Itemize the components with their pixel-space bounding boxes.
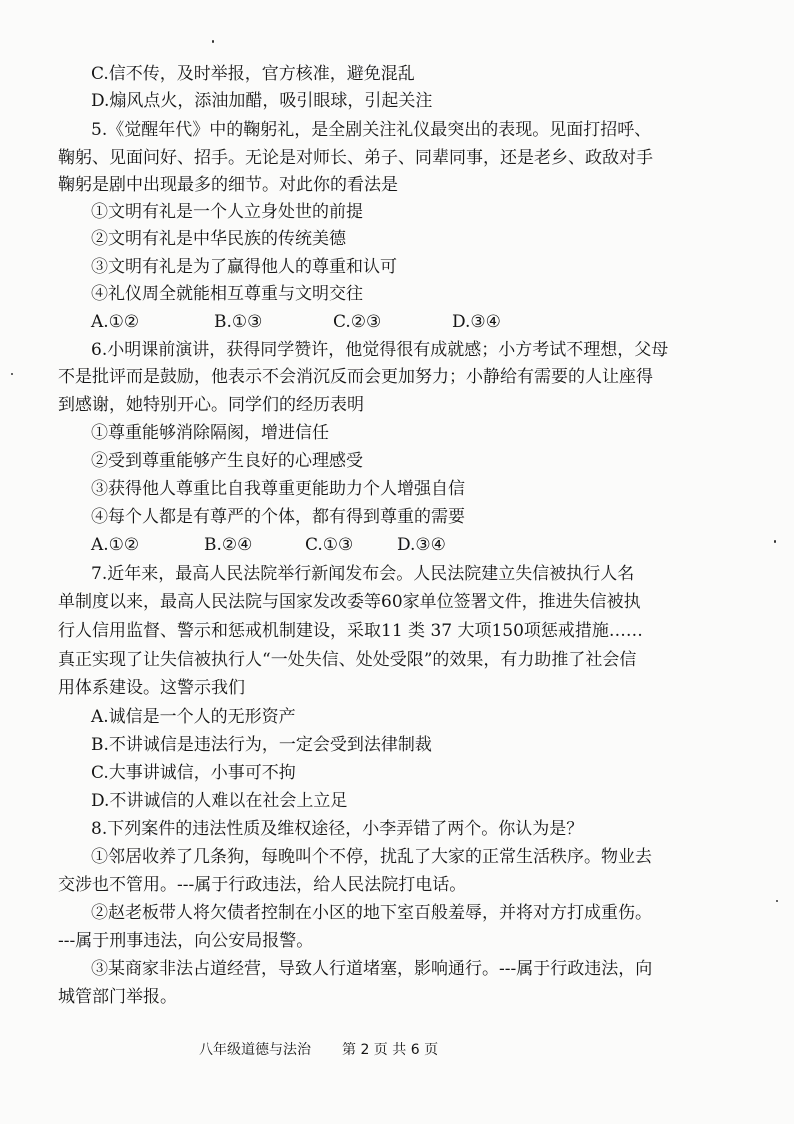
q6-item: ③获得他人尊重比自我尊重更能助力个人增强自信: [91, 479, 465, 499]
q6-stem-line: 到感谢，她特别开心。同学们的经历表明: [58, 395, 364, 415]
q7-stem-line: 7.近年来，最高人民法院举行新闻发布会。人民法院建立失信被执行人名: [91, 564, 635, 584]
q5-item: ④礼仪周全就能相互尊重与文明交往: [91, 284, 363, 304]
q7-option-c: C.大事讲诚信，小事可不拘: [91, 763, 296, 783]
scan-speck: [776, 900, 778, 902]
q5-option-c: C.②③: [333, 312, 382, 332]
q6-item: ①尊重能够消除隔阂，增进信任: [91, 423, 329, 443]
q4-option-d: D.煽风点火，添油加醋，吸引眼球，引起关注: [91, 91, 433, 111]
q5-option-b: B.①③: [214, 312, 263, 332]
q5-stem-line: 鞠躬是剧中出现最多的细节。对此你的看法是: [58, 175, 398, 195]
q7-option-a: A.诚信是一个人的无形资产: [91, 707, 296, 727]
scan-speck: [212, 40, 214, 43]
q6-option-b: B.②④: [204, 535, 253, 555]
q8-case-1: 交涉也不管用。---属于行政违法，给人民法院打电话。: [58, 875, 467, 895]
q5-item: ③文明有礼是为了赢得他人的尊重和认可: [91, 257, 397, 277]
q5-stem-line: 鞠躬、见面问好、招手。无论是对师长、弟子、同辈同事，还是老乡、政敌对手: [58, 148, 653, 168]
q8-case-3: 城管部门举报。: [58, 987, 177, 1007]
q7-stem-line: 单制度以来，最高人民法院与国家发改委等60家单位签署文件，推进失信被执: [58, 592, 641, 612]
q7-stem-line: 真正实现了让失信被执行人“一处失信、处处受限”的效果，有力助推了社会信: [58, 650, 637, 670]
q5-item: ②文明有礼是中华民族的传统美德: [91, 229, 346, 249]
q8-case-1: ①邻居收养了几条狗，每晚叫个不停，扰乱了大家的正常生活秩序。物业去: [91, 847, 652, 867]
footer-subject: 八年级道德与法治: [199, 1042, 311, 1058]
footer-page-info: 第 2 页 共 6 页: [342, 1042, 439, 1058]
q6-stem-line: 不是批评而是鼓励，他表示不会消沉反而会更加努力；小静给有需要的人让座得: [58, 367, 653, 387]
q6-stem-line: 6.小明课前演讲，获得同学赞许，他觉得很有成就感；小方考试不理想，父母: [91, 340, 669, 360]
q8-case-2: ---属于刑事违法，向公安局报警。: [58, 931, 314, 951]
q5-item: ①文明有礼是一个人立身处世的前提: [91, 202, 363, 222]
q8-case-2: ②赵老板带人将欠债者控制在小区的地下室百般羞辱，并将对方打成重伤。: [91, 903, 652, 923]
q7-option-d: D.不讲诚信的人难以在社会上立足: [91, 791, 348, 811]
q6-option-d: D.③④: [397, 535, 446, 555]
q5-option-a: A.①②: [91, 312, 140, 332]
q6-item: ②受到尊重能够产生良好的心理感受: [91, 451, 363, 471]
q5-stem-line: 5.《觉醒年代》中的鞠躬礼，是全剧关注礼仪最突出的表现。见面打招呼、: [91, 120, 652, 140]
scan-speck: [774, 540, 776, 543]
q8-case-3: ③某商家非法占道经营，导致人行道堵塞，影响通行。---属于行政违法，向: [91, 959, 653, 979]
q5-option-d: D.③④: [452, 312, 501, 332]
scan-speck: [11, 373, 13, 375]
q6-option-c: C.①③: [305, 535, 354, 555]
q7-stem-line: 行人信用监督、警示和惩戒机制建设，采取11 类 37 大项150项惩戒措施……: [58, 621, 643, 641]
q4-option-c: C.信不传，及时举报，官方核准，避免混乱: [91, 64, 415, 84]
q7-stem-line: 用体系建设。这警示我们: [58, 678, 245, 698]
q6-item: ④每个人都是有尊严的个体，都有得到尊重的需要: [91, 507, 465, 527]
q8-stem: 8.下列案件的违法性质及维权途径，小李弄错了两个。你认为是？: [91, 819, 584, 839]
q6-option-a: A.①②: [91, 535, 140, 555]
q7-option-b: B.不讲诚信是违法行为，一定会受到法律制裁: [91, 735, 432, 755]
